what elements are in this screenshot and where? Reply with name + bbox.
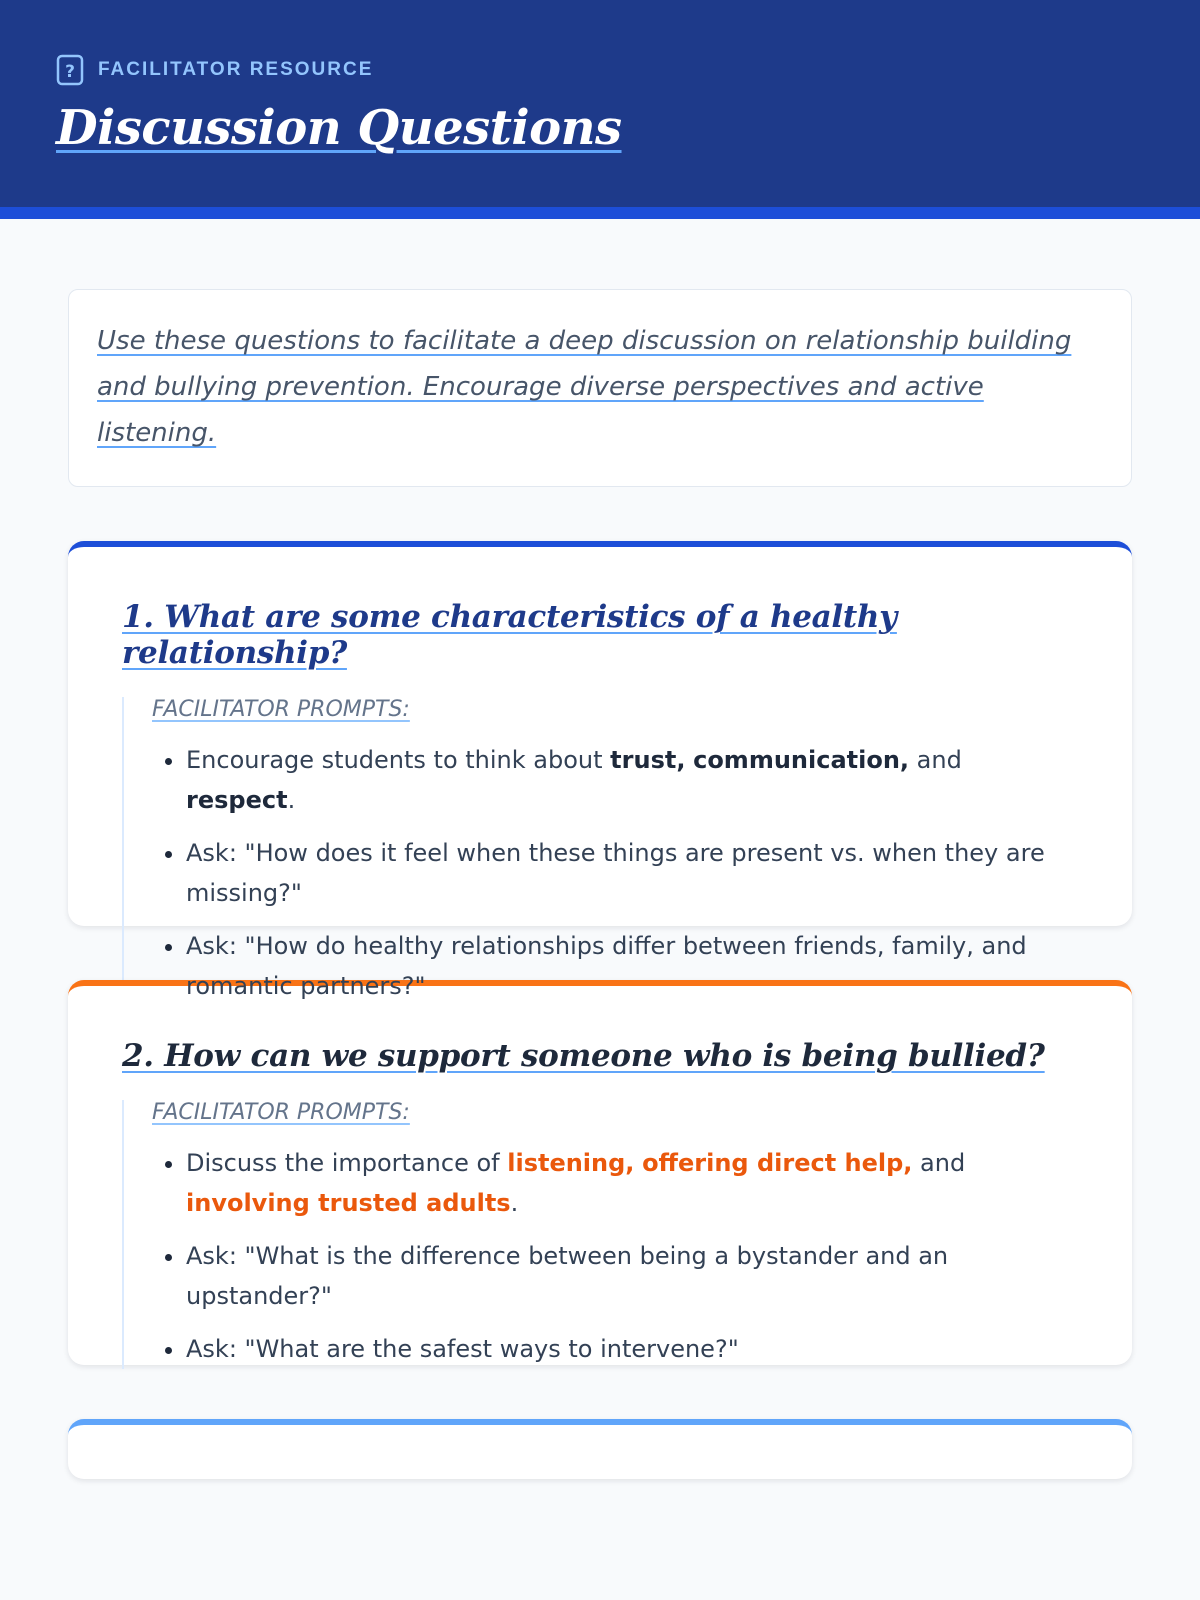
prompt-list — [152, 740, 1078, 1006]
text: and — [912, 1149, 966, 1177]
question-card-3 — [68, 1419, 1132, 1479]
question-document-icon — [56, 54, 84, 86]
keyword: respect — [186, 786, 288, 814]
keyword: listening, — [507, 1149, 635, 1177]
page-title: Discussion Questions — [56, 100, 622, 156]
page-header — [0, 0, 1200, 219]
text: Encourage students to think about — [186, 746, 611, 774]
eyebrow-label: FACILITATOR RESOURCE — [98, 59, 374, 80]
keyword: involving trusted adults — [186, 1189, 511, 1217]
list-item — [186, 1143, 1078, 1223]
text: and — [909, 746, 962, 774]
list-item: • Ask: "How do healthy relationships differ between friends, family, and romantic partners?" — [186, 926, 1078, 1006]
prompts-label: FACILITATOR PROMPTS: — [152, 1100, 410, 1125]
question-title: 2. How can we support someone who is being bullied? — [122, 1038, 1045, 1074]
prompts-label: FACILITATOR PROMPTS: — [152, 697, 410, 722]
keyword: communication, — [693, 746, 910, 774]
list-item — [186, 740, 1078, 820]
text: . — [510, 1189, 519, 1217]
intro-box: Use these questions to facilitate a deep discussion on relationship building and bullying prevention. Encourage diverse perspectives and active listening. — [68, 289, 1132, 487]
question-card-2 — [68, 980, 1132, 1365]
list-item: • Ask: "How does it feel when these things are present vs. when they are missing?" — [186, 833, 1078, 913]
list-item: • Ask: "What is the difference between being a bystander and an upstander?" — [186, 1236, 1078, 1316]
text: . — [287, 786, 296, 814]
facilitator-prompts — [122, 697, 1078, 1006]
svg-text:?: ? — [65, 62, 75, 82]
question-title: 1. What are some characteristics of a healthy relationship? — [122, 599, 897, 671]
facilitator-prompts — [122, 1100, 1078, 1369]
question-card-1 — [68, 541, 1132, 1000]
eyebrow — [56, 54, 622, 86]
prompt-list — [152, 1143, 1078, 1369]
main-content — [0, 289, 1200, 1479]
list-item: • Ask: "What are the safest ways to intervene?" — [186, 1329, 1078, 1369]
keyword: offering direct help, — [642, 1149, 913, 1177]
keyword: trust, — [610, 746, 686, 774]
text: Discuss the importance of — [186, 1149, 508, 1177]
header-content — [56, 54, 622, 156]
